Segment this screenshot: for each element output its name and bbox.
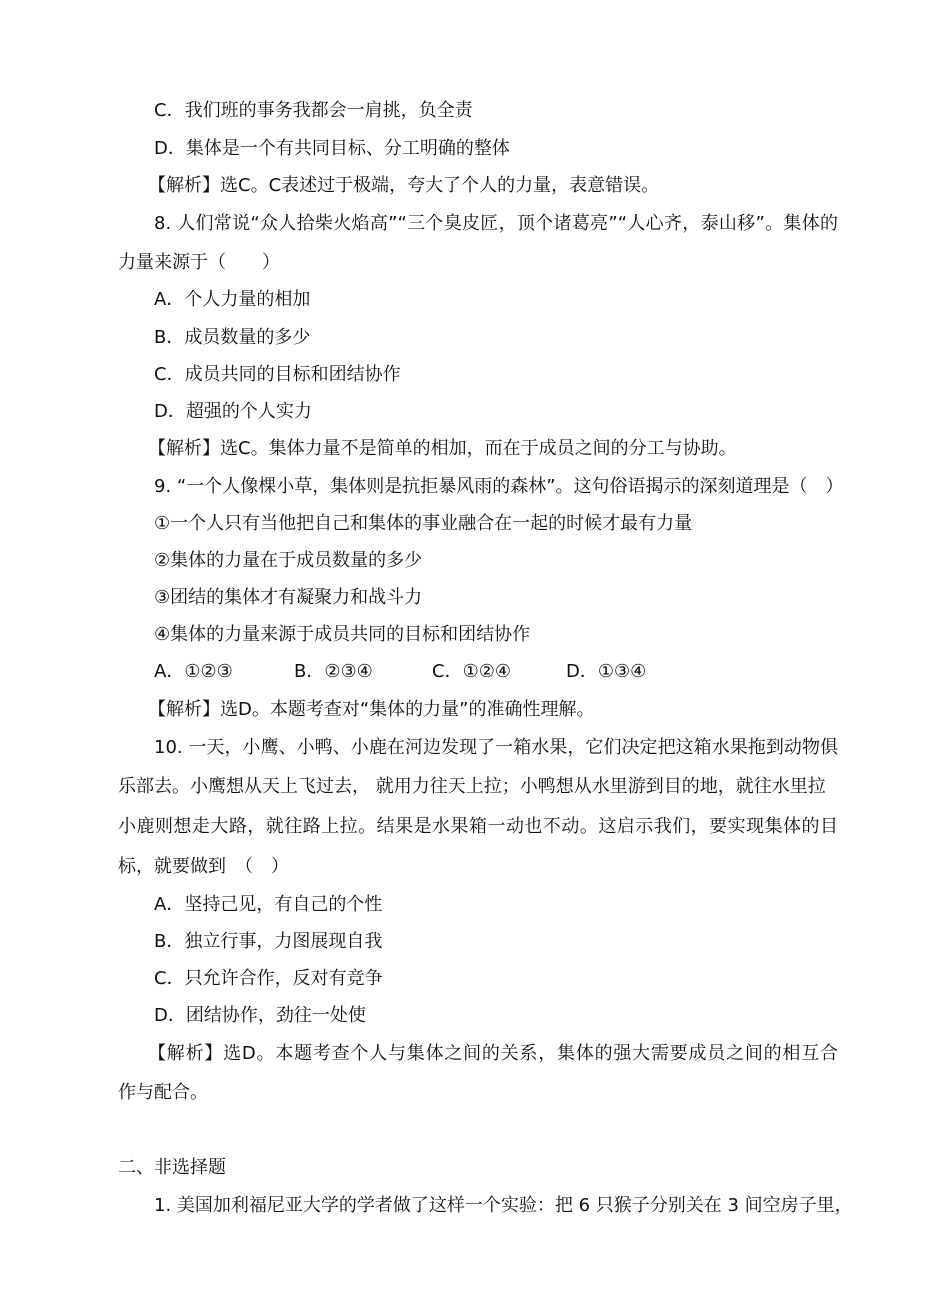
- q8-stem-line1: 8. 人们常说“众人拾柴火焰高”“三个臭皮匠，顶个诸葛亮”“人心齐，泰山移”。集体的: [154, 213, 838, 234]
- q7-option-d: D．集体是一个有共同目标、分工明确的整体: [154, 138, 510, 159]
- q10-option-d: D．团结协作，劲往一处使: [154, 1005, 366, 1026]
- q7-option-c: C．我们班的事务我都会一肩挑，负全责: [154, 100, 473, 121]
- q8-stem-line2: 力量来源于（ ）: [118, 252, 280, 273]
- q8-option-b: B．成员数量的多少: [154, 327, 311, 348]
- q10-analysis-line1: 【解析】选D。本题考查个人与集体之间的关系，集体的强大需要成员之间的相互合: [148, 1043, 838, 1064]
- q7-analysis: 【解析】选C。C表述过于极端，夸大了个人的力量，表意错误。: [148, 175, 660, 196]
- q9-statement-4: ④集体的力量来源于成员共同的目标和团结协作: [154, 624, 531, 645]
- q10-stem-line3: 小鹿则想走大路，就往路上拉。结果是水果箱一动也不动。这启示我们，要实现集体的目: [118, 816, 838, 837]
- q10-option-c: C．只允许合作，反对有竞争: [154, 968, 383, 989]
- q9-statement-1: ①一个人只有当他把自己和集体的事业融合在一起的时候才最有力量: [154, 513, 693, 534]
- q10-stem-line1: 10. 一天，小鹰、小鸭、小鹿在河边发现了一箱水果，它们决定把这箱水果拖到动物俱: [154, 737, 838, 758]
- q9-statement-2: ②集体的力量在于成员数量的多少: [154, 550, 423, 571]
- q9-option-b: B．②③④: [294, 661, 373, 682]
- q8-option-a: A．个人力量的相加: [154, 289, 311, 310]
- q8-analysis: 【解析】选C。集体力量不是简单的相加，而在于成员之间的分工与协助。: [148, 438, 737, 459]
- q10-option-b: B．独立行事，力图展现自我: [154, 931, 383, 952]
- q10-stem-line4: 标，就要做到 （ ）: [118, 856, 289, 877]
- q10-stem-line2: 乐部去。小鹰想从天上飞过去， 就用力往天上拉；小鸭想从水里游到目的地，就往水里拉: [118, 776, 826, 797]
- q9-analysis: 【解析】选D。本题考查对“集体的力量”的准确性理解。: [148, 699, 595, 720]
- q9-option-c: C．①②④: [432, 661, 511, 682]
- section-heading-non-choice: 二、非选择题: [118, 1157, 226, 1178]
- q9-option-a: A．①②③: [154, 661, 233, 682]
- q9-options-row: [154, 660, 838, 684]
- q8-option-c: C．成员共同的目标和团结协作: [154, 364, 401, 385]
- q10-option-a: A．坚持己见，有自己的个性: [154, 894, 383, 915]
- q10-analysis-line2: 作与配合。: [118, 1082, 208, 1103]
- q8-option-d: D．超强的个人实力: [154, 401, 312, 422]
- section2-q1-stem: 1. 美国加利福尼亚大学的学者做了这样一个实验：把 6 只猴子分别关在 3 间空房子里，: [154, 1195, 853, 1216]
- q9-option-d: D．①③④: [566, 661, 647, 682]
- q9-stem: 9. “一个人像棵小草，集体则是抗拒暴风雨的森林”。这句俗语揭示的深刻道理是（ ）: [154, 476, 844, 497]
- q9-statement-3: ③团结的集体才有凝聚力和战斗力: [154, 587, 423, 608]
